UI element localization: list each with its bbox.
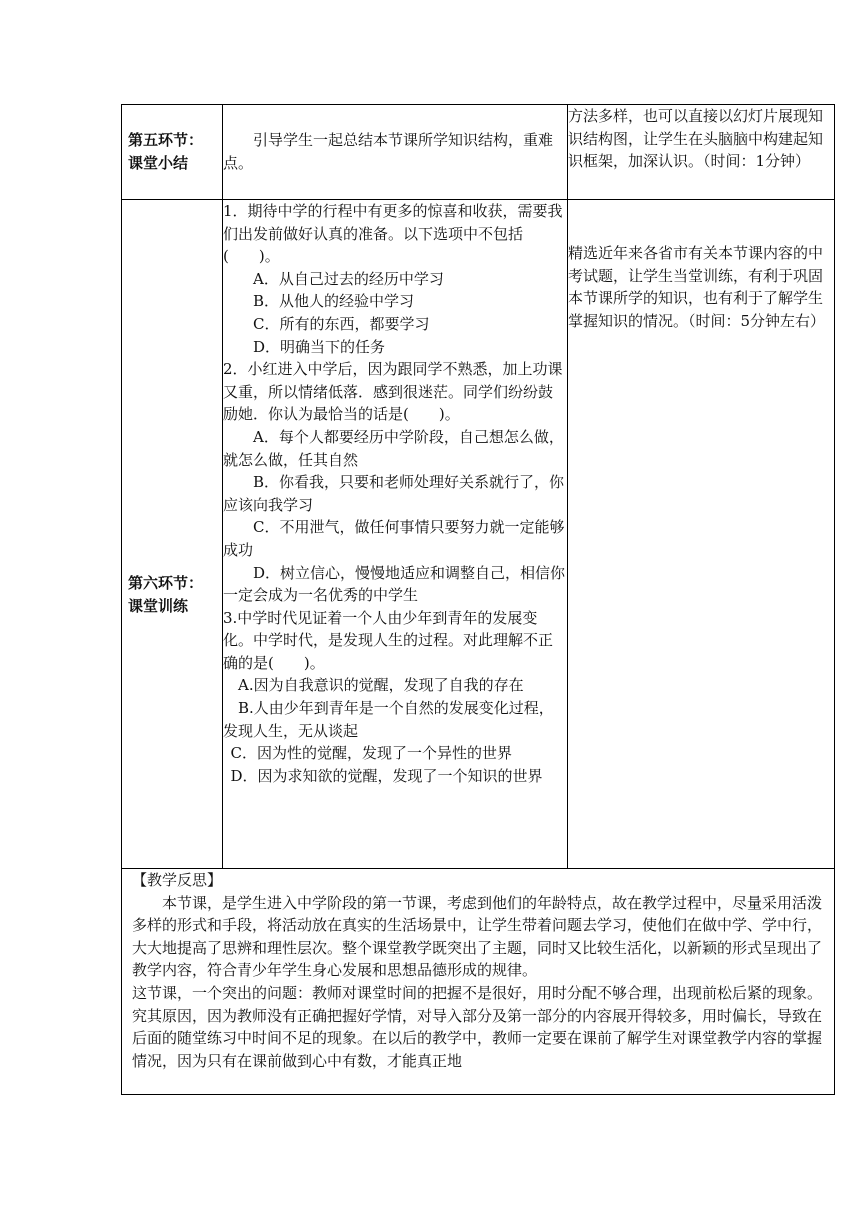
activity-cell-practice xyxy=(223,200,568,869)
option-c: C．因为性的觉醒，发现了一个异性的世界 xyxy=(230,744,512,763)
option-a: A．每个人都要经历中学阶段，自己想怎么做，就怎么做，任其自然 xyxy=(223,427,564,469)
question-3 xyxy=(223,607,567,788)
option-d: D．明确当下的任务 xyxy=(253,337,386,356)
reflection-cell xyxy=(122,869,835,1095)
note-cell-summary xyxy=(568,105,835,200)
option-b: B．你看我，只要和老师处理好关系就行了，你应该向我学习 xyxy=(223,473,565,514)
note-cell-practice xyxy=(568,200,835,869)
activity-cell-summary xyxy=(223,105,568,200)
table-row-reflection xyxy=(122,869,835,1095)
activity-text: 引导学生一起总结本节课所学知识结构，重难点。 xyxy=(223,131,554,172)
option-b: B.人由少年到青年是一个自然的发展变化过程，发现人生，无从谈起 xyxy=(223,699,554,740)
stage-name: 课堂训练 xyxy=(128,597,189,615)
question-2 xyxy=(223,358,567,607)
lesson-plan-table xyxy=(121,104,835,1095)
question-stem: 3.中学时代见证着一个人由少年到青年的发展变化。中学时代，是发现人生的过程。对此理解不正确的是( )。 xyxy=(223,608,554,672)
reflection-heading: 【教学反思】 xyxy=(132,871,223,889)
question-stem: 2．小红进入中学后，因为跟同学不熟悉，加上功课又重，所以情绪低落．感到很迷茫。同学们纷纷鼓励她．你认为最恰当的话是( )。 xyxy=(223,360,563,424)
stage-name: 课堂小结 xyxy=(128,154,189,172)
design-note: 方法多样，也可以直接以幻灯片展现知识结构图，让学生在头脑脑中构建起知识框架，加深认识。（时间：1分钟） xyxy=(568,107,824,171)
reflection-paragraph-2: 这节课，一个突出的问题：教师对课堂时间的把握不是很好，用时分配不够合理，出现前松后紧的现象。究其原因，因为教师没有正确把握好学情，对导入部分及第一部分的内容展开得较多，用时偏长，导致在后面的随堂练习中时间不足的现象。在以后的教学中，教师一定要在课前了解学生对课堂教学内容的掌握情况，因为只有在课前做到心中有数，才能真正地 xyxy=(132,983,823,1070)
option-d: D．树立信心，慢慢地适应和调整自己，相信你一定会成为一名优秀的中学生 xyxy=(223,563,566,605)
option-a: A．从自己过去的经历中学习 xyxy=(253,269,444,288)
option-b: B．从他人的经验中学习 xyxy=(253,292,415,311)
question-1 xyxy=(223,200,567,358)
reflection-paragraph-1: 本节课，是学生进入中学阶段的第一节课，考虑到他们的年龄特点，故在教学过程中，尽量采用活泼多样的形式和手段，将活动放在真实的生活场景中，让学生带着问题去学习，使他们在做中学、学中行，大大地提高了思辨和理性层次。整个课堂教学既突出了主题，同时又比较生活化，以新颖的形式呈现出了教学内容，符合青少年学生身心发展和思想品德形成的规律。 xyxy=(132,893,823,980)
design-note: 精选近年来各省市有关本节课内容的中考试题，让学生当堂训练，有利于巩固本节课所学的知识，也有利于了解学生掌握知识的情况。（时间：5分钟左右） xyxy=(568,244,826,330)
lesson-plan-page xyxy=(121,104,834,1095)
option-c: C．所有的东西，都要学习 xyxy=(253,314,430,333)
option-c: C．不用泄气，做任何事情只要努力就一定能够成功 xyxy=(223,518,565,559)
question-stem: 1．期待中学的行程中有更多的惊喜和收获，需要我们出发前做好认真的准备。以下选项中不包括( )。 xyxy=(223,202,563,266)
stage-label: 第六环节： xyxy=(128,574,204,593)
stage-cell-summary xyxy=(122,105,223,200)
option-a: A.因为自我意识的觉醒，发现了自我的存在 xyxy=(238,676,524,695)
stage-cell-practice xyxy=(122,200,223,869)
stage-label: 第五环节： xyxy=(128,131,204,150)
option-d: D．因为求知欲的觉醒，发现了一个知识的世界 xyxy=(230,766,543,785)
table-row-summary xyxy=(122,105,835,200)
table-row-practice xyxy=(122,200,835,869)
